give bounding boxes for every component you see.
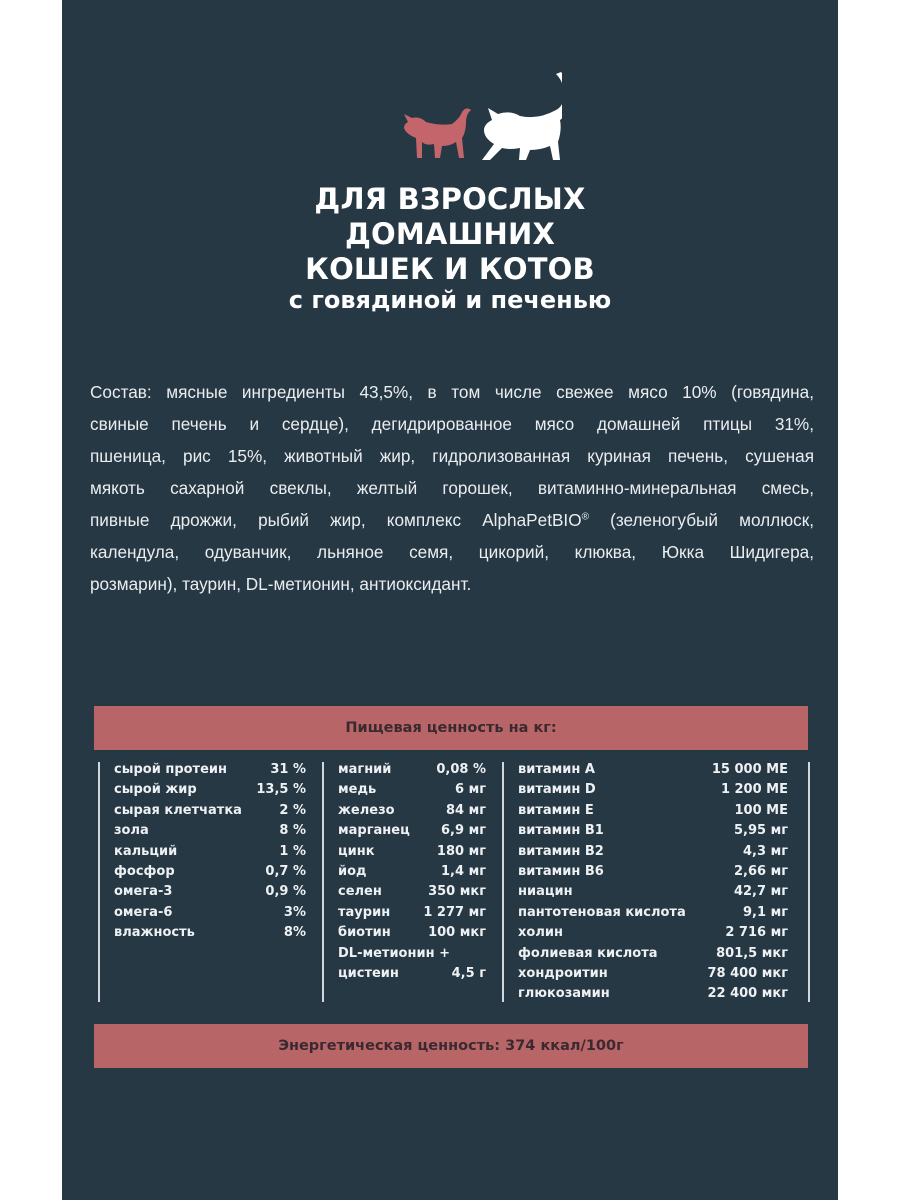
composition-text [90, 376, 814, 600]
nutrient-row [114, 842, 306, 862]
nutrient-name: сырой жир [114, 782, 197, 798]
nutrient-value: 100 мкг [428, 925, 486, 941]
nutrient-value: 13,5 % [256, 782, 306, 798]
nutrient-value: 1 277 мг [423, 904, 486, 920]
title-line-2: ДОМАШНИХ [344, 217, 556, 251]
nutrient-row [114, 882, 306, 902]
cats-illustration [342, 66, 562, 166]
nutrient-name: йод [338, 863, 367, 879]
nutrient-value: 2,66 мг [733, 863, 788, 879]
nutrient-row [338, 923, 486, 943]
nutrient-value: 100 МЕ [734, 802, 788, 818]
nutrient-row [114, 780, 306, 800]
nutrient-value: 5,95 мг [733, 823, 788, 839]
composition-line-text: пивные дрожжи, рыбий жир, комплекс AlphaPetBIO [90, 510, 582, 530]
nutrient-row [338, 821, 486, 841]
nutrient-name: глюкозамин [518, 986, 610, 1002]
nutrient-name: витамин D [518, 782, 596, 798]
nutrient-name: фолиевая кислота [518, 945, 658, 961]
nutrient-name: витамин В2 [518, 843, 604, 859]
nutrient-name: омега-3 [114, 884, 173, 900]
nutrient-row [338, 801, 486, 821]
product-title [62, 182, 838, 287]
nutrient-row [518, 780, 788, 800]
nutrient-value: 1,4 мг [441, 863, 486, 879]
nutrient-name: цистеин [338, 965, 399, 981]
nutrient-row [518, 944, 788, 964]
nutrient-value: 0,08 % [436, 762, 486, 777]
nutrient-name: витамин В6 [518, 863, 604, 879]
nutrient-name: магний [338, 762, 392, 777]
nutrient-row [338, 964, 486, 984]
nutrient-name: сырая клетчатка [114, 802, 242, 818]
nutrient-row [114, 862, 306, 882]
nutrient-value: 350 мкг [428, 884, 486, 900]
nutrient-row [518, 923, 788, 943]
nutrient-value: 4,3 мг [743, 843, 788, 859]
nutrient-name: холин [518, 925, 563, 941]
nutrient-name: влажность [114, 925, 195, 941]
nutrient-value: 84 мг [445, 802, 486, 818]
nutrient-name: биотин [338, 925, 391, 941]
nutrient-name: марганец [338, 823, 410, 839]
nutrient-row [338, 862, 486, 882]
nutrient-value: 4,5 г [451, 965, 486, 981]
nutrient-row [518, 984, 788, 1004]
nutrient-name: таурин [338, 904, 391, 920]
nutrient-value: 6 мг [455, 782, 486, 798]
column-divider [322, 762, 324, 1002]
nutrient-name: медь [338, 782, 377, 798]
nutrient-value: 3% [283, 904, 306, 920]
nutrient-row [518, 821, 788, 841]
nutrient-row [114, 760, 306, 780]
nutrient-name: хондроитин [518, 965, 608, 981]
nutrient-name: DL-метионин + [338, 945, 450, 961]
cat-small-icon [404, 108, 471, 158]
product-subtitle: с говядиной и печенью [288, 286, 612, 314]
composition-line: мякоть сахарной свеклы, желтый горошек, витаминно-минеральная смесь, [90, 478, 814, 498]
nutrient-value: 15 000 МЕ [711, 762, 788, 777]
nutrition-header: Пищевая ценность на кг: [94, 706, 808, 750]
nutrient-name: зола [114, 823, 149, 839]
composition-line: календула, одуванчик, льняное семя, цикорий, клюква, Юкка Шидигера, [90, 542, 814, 562]
nutrient-row [518, 760, 788, 780]
nutrient-row [518, 842, 788, 862]
nutrient-row [114, 801, 306, 821]
nutrient-name: цинк [338, 843, 375, 859]
nutrient-row [518, 801, 788, 821]
nutrient-value: 180 мг [436, 843, 486, 859]
nutrient-row [518, 964, 788, 984]
package-panel [62, 0, 838, 1200]
nutrition-column-1 [114, 760, 306, 944]
nutrient-value: 2 % [279, 802, 306, 818]
registered-mark: ® [581, 511, 589, 523]
composition-line: Состав: мясные ингредиенты 43,5%, в том числе свежее мясо 10% (говядина, [90, 382, 814, 402]
column-divider [98, 762, 100, 1002]
nutrient-name: железо [338, 802, 395, 818]
nutrient-value: 0,9 % [265, 884, 306, 900]
cat-large-icon [482, 72, 562, 160]
nutrient-name: витамин В1 [518, 823, 604, 839]
composition-line-brand [90, 504, 814, 536]
nutrient-row [114, 821, 306, 841]
nutrient-name: селен [338, 884, 382, 900]
nutrient-value: 0,7 % [265, 863, 306, 879]
nutrient-name: фосфор [114, 863, 175, 879]
nutrient-value: 31 % [270, 762, 306, 777]
nutrient-row [338, 944, 486, 964]
nutrient-value: 2 716 мг [725, 925, 788, 941]
nutrient-value: 22 400 мкг [707, 986, 788, 1002]
nutrient-row [338, 760, 486, 780]
energy-value: Энергетическая ценность: 374 ккал/100г [94, 1024, 808, 1068]
nutrient-row [518, 862, 788, 882]
title-line-3: КОШЕК И КОТОВ [305, 252, 595, 286]
nutrient-value: 801,5 мкг [716, 945, 788, 961]
nutrient-row [338, 842, 486, 862]
composition-line-suffix: (зеленогубый моллюск, [588, 510, 814, 530]
composition-line: розмарин), таурин, DL-метионин, антиоксидант. [90, 574, 472, 594]
nutrition-column-2 [338, 760, 486, 984]
nutrient-value: 1 % [279, 843, 306, 859]
nutrient-name: витамин Е [518, 802, 594, 818]
nutrient-row [114, 903, 306, 923]
nutrient-row [518, 882, 788, 902]
nutrient-row [114, 923, 306, 943]
nutrient-value: 9,1 мг [743, 904, 788, 920]
nutrient-name: ниацин [518, 884, 573, 900]
nutrient-name: сырой протеин [114, 762, 227, 777]
nutrient-row [338, 903, 486, 923]
column-divider [808, 762, 810, 1002]
column-divider [502, 762, 504, 1002]
nutrient-name: витамин А [518, 762, 595, 777]
nutrient-value: 1 200 МЕ [720, 782, 788, 798]
nutrient-value: 42,7 мг [733, 884, 788, 900]
title-line-1: ДЛЯ ВЗРОСЛЫХ [314, 182, 586, 216]
nutrient-name: пантотеновая кислота [518, 904, 686, 920]
nutrient-name: кальций [114, 843, 178, 859]
composition-line: пшеница, рис 15%, животный жир, гидролизованная куриная печень, сушеная [90, 446, 814, 466]
nutrient-value: 6,9 мг [441, 823, 486, 839]
nutrient-value: 8% [283, 925, 306, 941]
nutrient-row [338, 882, 486, 902]
nutrition-column-3 [518, 760, 788, 1005]
nutrient-value: 8 % [279, 823, 306, 839]
nutrient-name: омега-6 [114, 904, 173, 920]
nutrient-row [518, 903, 788, 923]
nutrient-row [338, 780, 486, 800]
composition-line: свиные печень и сердце), дегидрированное мясо домашней птицы 31%, [90, 414, 814, 434]
nutrient-value: 78 400 мкг [707, 965, 788, 981]
